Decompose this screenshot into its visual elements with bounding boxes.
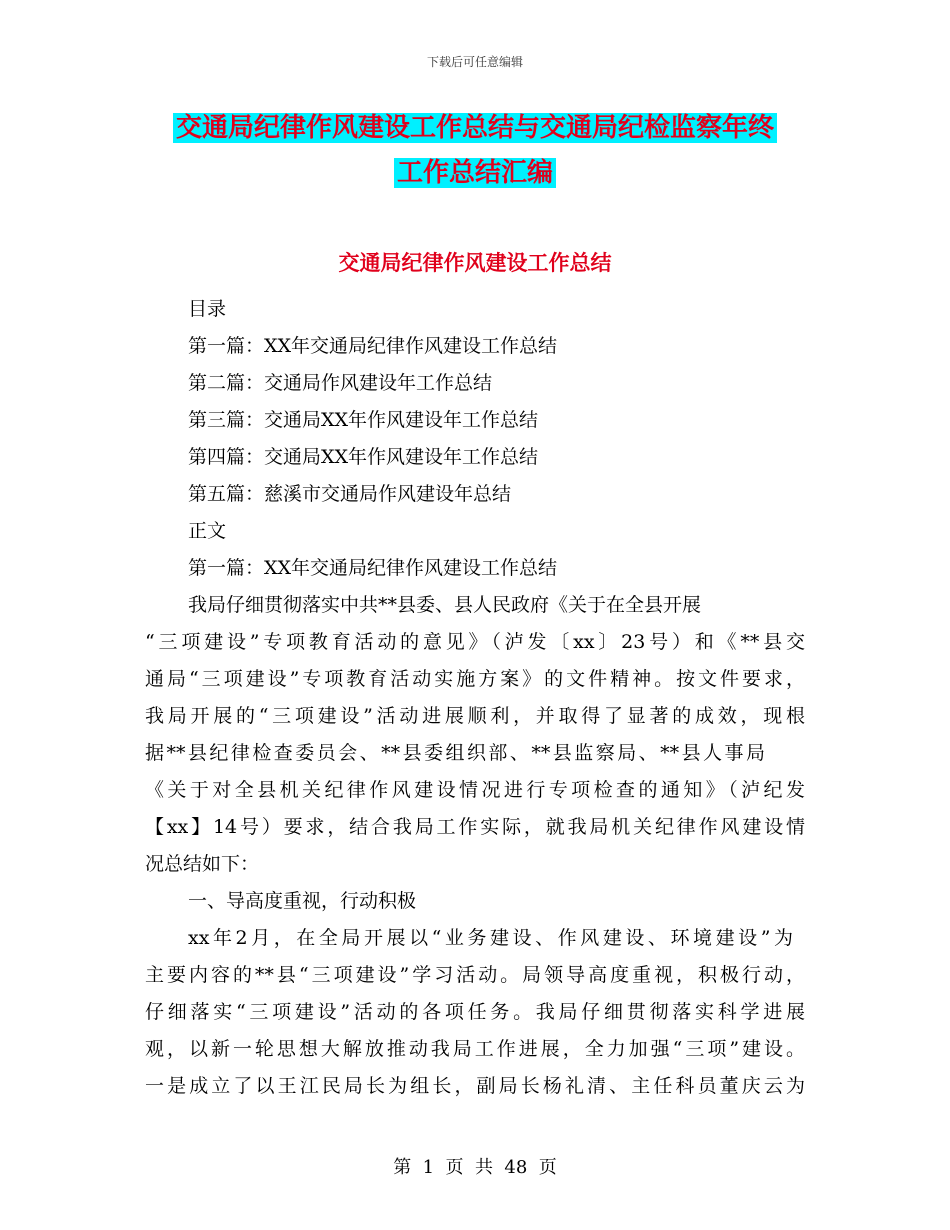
paragraph-line: 据**县纪律检查委员会、**县委组织部、**县监察局、**县人事局 [145,742,765,764]
toc-item-2: 第二篇：交通局作风建设年工作总结 [188,372,493,394]
paragraph-line: xx年2月，在全局开展以“业务建设、作风建设、环境建设”为 [188,927,793,949]
chapter-heading: 第一篇：XX年交通局纪律作风建设工作总结 [188,557,558,579]
paragraph-line: “三项建设”专项教育活动的意见》（泸发〔xx〕23号）和《**县交 [145,631,805,653]
toc-item-4: 第四篇：交通局XX年作风建设年工作总结 [188,446,539,468]
paragraph-line: 我局开展的“三项建设”活动进展顺利，并取得了显著的成效，现根 [145,705,805,727]
page-footer: 第 1 页 共 48 页 [393,1157,557,1178]
paragraph-line: 通局“三项建设”专项教育活动实施方案》的文件精神。按文件要求， [145,668,805,690]
paragraph-line: 况总结如下： [145,853,260,875]
paragraph-line: 主要内容的**县“三项建设”学习活动。局领导高度重视，积极行动， [145,964,805,986]
subsection-heading: 一、导高度重视，行动积极 [188,890,417,912]
paragraph-line: 我局仔细贯彻落实中共**县委、县人民政府《关于在全县开展 [188,594,702,616]
paragraph-line: 仔细落实“三项建设”活动的各项任务。我局仔细贯彻落实科学进展 [145,1001,805,1023]
document-title-line-1: 交通局纪律作风建设工作总结与交通局纪检监察年终 [0,108,950,148]
toc-heading: 目录 [188,298,227,320]
document-title-line-2: 工作总结汇编 [0,153,950,193]
paragraph-line: 《关于对全县机关纪律作风建设情况进行专项检查的通知》（泸纪发 [145,779,805,801]
toc-item-5: 第五篇：慈溪市交通局作风建设年总结 [188,483,512,505]
toc-item-1: 第一篇：XX年交通局纪律作风建设工作总结 [188,335,558,357]
toc-item-3: 第三篇：交通局XX年作风建设年工作总结 [188,409,539,431]
paragraph-line: 【xx】14号）要求，结合我局工作实际，就我局机关纪律作风建设情 [145,816,805,838]
paragraph-line: 观，以新一轮思想大解放推动我局工作进展，全力加强“三项”建设。 [145,1038,805,1060]
page-header: 下载后可任意编辑 [426,55,523,69]
body-heading: 正文 [188,520,227,542]
paragraph-line: 一是成立了以王江民局长为组长，副局长杨礼清、主任科员董庆云为 [145,1075,805,1097]
section-title: 交通局纪律作风建设工作总结 [338,251,612,275]
